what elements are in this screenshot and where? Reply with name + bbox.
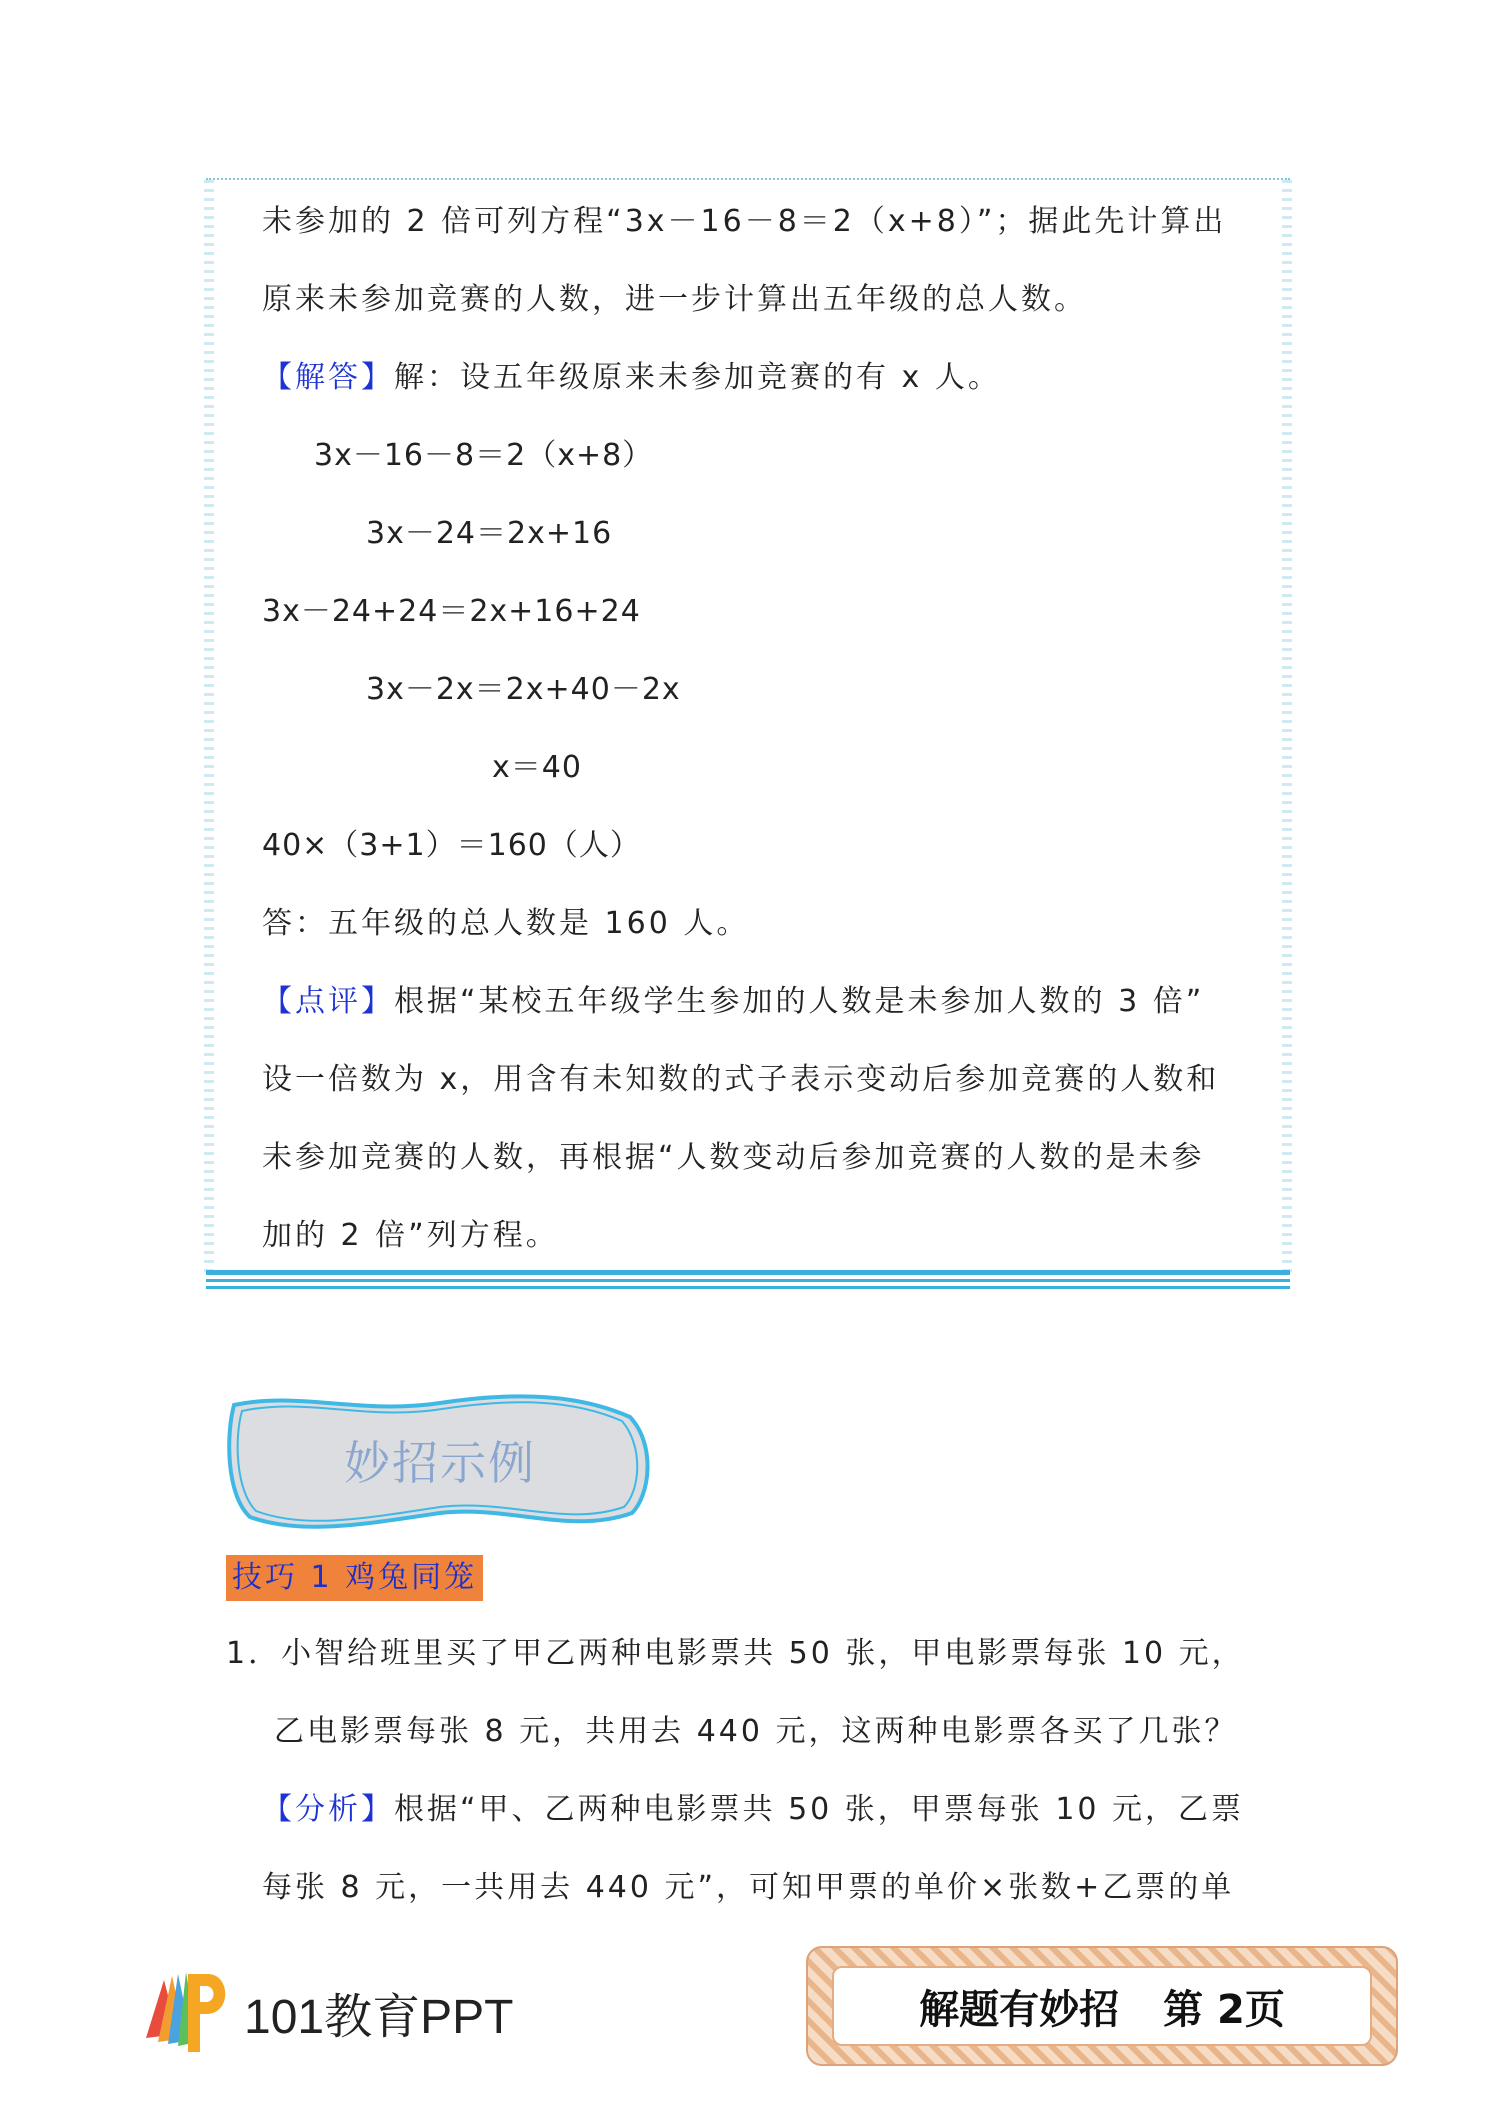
analysis-tag: 【分析】 xyxy=(262,1792,394,1827)
answer-intro: 解：设五年级原来未参加竞赛的有 x 人。 xyxy=(394,360,1001,395)
equation-step-3: 3x－24+24＝2x+16+24 xyxy=(262,594,641,629)
analysis-continuation-line-1: 未参加的 2 倍可列方程“3x－16－8＝2（x+8）”；据此先计算出 xyxy=(262,204,1227,239)
page-stamp-inner xyxy=(832,1966,1372,2046)
box-bottom-bar-2 xyxy=(206,1279,1290,1282)
answer-heading xyxy=(262,358,1001,398)
equation-step-5: x＝40 xyxy=(492,750,582,785)
box-bottom-bar-1 xyxy=(206,1270,1290,1275)
review-line-3: 未参加竞赛的人数，再根据“人数变动后参加竞赛的人数的是未参 xyxy=(262,1140,1205,1175)
answer-tag: 【解答】 xyxy=(262,360,394,395)
analysis-line-2: 每张 8 元，一共用去 440 元”，可知甲票的单价×张数+乙票的单 xyxy=(262,1870,1235,1905)
review-line-1 xyxy=(262,982,1204,1022)
badge-label: 妙招示例 xyxy=(344,1436,536,1490)
page-stamp xyxy=(806,1946,1398,2066)
solution-box xyxy=(206,178,1290,1275)
review-tag: 【点评】 xyxy=(262,984,394,1019)
analysis-text-1: 根据“甲、乙两种电影票共 50 张，甲票每张 10 元，乙票 xyxy=(394,1792,1245,1827)
page-number: 第 2页 xyxy=(1163,1986,1285,2033)
brand-name: 101教育PPT xyxy=(244,1991,514,2044)
calculation-line: 40×（3+1）＝160（人） xyxy=(262,828,641,863)
box-bottom-bar-3 xyxy=(206,1286,1290,1289)
brand-logo-icon xyxy=(138,1960,238,2060)
tip-label: 技巧 1 鸡兔同笼 xyxy=(226,1555,483,1601)
review-text-1: 根据“某校五年级学生参加的人数是未参加人数的 3 倍” xyxy=(394,984,1205,1019)
analysis-line-1 xyxy=(262,1790,1244,1830)
equation-step-4: 3x－2x＝2x+40－2x xyxy=(366,672,681,707)
equation-step-1: 3x－16－8＝2（x+8） xyxy=(314,438,654,473)
review-line-2: 设一倍数为 x，用含有未知数的式子表示变动后参加竞赛的人数和 xyxy=(262,1062,1220,1097)
section-badge xyxy=(220,1385,660,1539)
analysis-continuation-line-2: 原来未参加竞赛的人数，进一步计算出五年级的总人数。 xyxy=(262,282,1087,317)
question-line-1: 1．小智给班里买了甲乙两种电影票共 50 张，甲电影票每张 10 元， xyxy=(226,1636,1245,1671)
question-line-2: 乙电影票每张 8 元，共用去 440 元，这两种电影票各买了几张？ xyxy=(274,1714,1238,1749)
equation-step-2: 3x－24＝2x+16 xyxy=(366,516,613,551)
stamp-title: 解题有妙招 xyxy=(919,1986,1120,2033)
review-line-4: 加的 2 倍”列方程。 xyxy=(262,1218,559,1253)
final-answer-line: 答：五年级的总人数是 160 人。 xyxy=(262,906,750,941)
